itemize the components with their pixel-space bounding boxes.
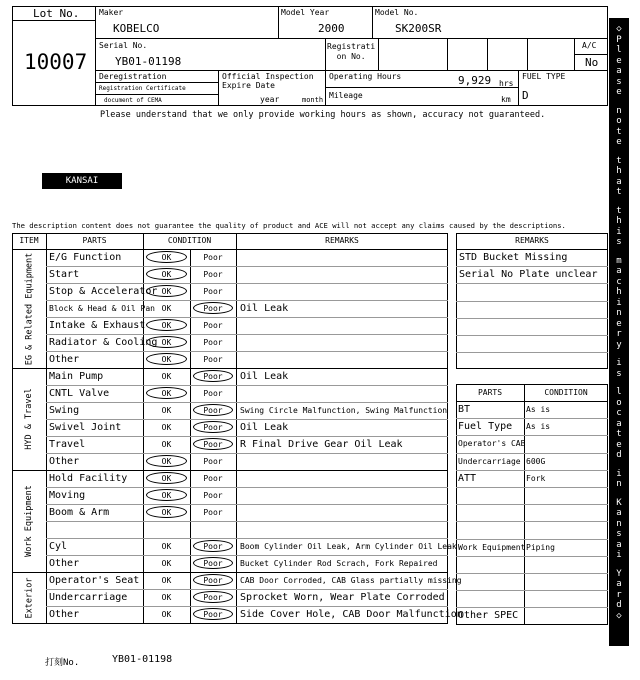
banner-char: e [616, 318, 622, 329]
banner-char: c [616, 276, 622, 287]
spec-parts-header: PARTS [477, 388, 503, 397]
model-no-value: SK200SR [395, 22, 442, 35]
banner-char: a [616, 539, 622, 550]
ok-option: OK [161, 253, 172, 262]
banner-char: a [616, 266, 622, 276]
mileage-label: Mileage [329, 91, 363, 100]
banner-char: n [616, 518, 622, 529]
poor-option: Poor [203, 474, 223, 483]
maker-label: Maker [99, 8, 124, 17]
poor-option: Poor [203, 491, 223, 500]
header-remarks: REMARKS [325, 236, 359, 245]
spec-condition: Fork [526, 473, 546, 483]
ok-option: OK [161, 542, 172, 551]
banner-char: r [616, 329, 622, 339]
ok-selected-circle [146, 387, 187, 399]
remarks-row-divider [456, 283, 608, 284]
banner-char [609, 490, 629, 498]
banner-char: t [616, 429, 622, 439]
ok-option: OK [161, 355, 172, 364]
banner-char [609, 379, 629, 387]
col-divider [236, 233, 237, 623]
header-condition: CONDITION [167, 236, 212, 245]
part-name: Block & Head & Oil Pan [49, 304, 155, 313]
header-parts: PARTS [82, 236, 107, 245]
ok-option: OK [161, 423, 172, 432]
banner-char: e [616, 87, 622, 97]
banner-char: Y [616, 568, 622, 579]
part-name: Other [49, 558, 80, 569]
poor-option: Poor [203, 542, 223, 551]
remarks-row-divider [456, 352, 608, 353]
poor-option: Poor [203, 372, 223, 381]
ok-option: OK [161, 372, 172, 381]
remarks-row-divider [456, 335, 608, 336]
spec-part: BT [458, 404, 471, 415]
model-year-label: Model Year [281, 8, 330, 17]
poor-selected-circle [193, 370, 233, 382]
poor-option: Poor [203, 389, 223, 398]
part-name: E/G Function [49, 252, 122, 263]
ok-selected-circle [146, 268, 187, 280]
banner-char: n [616, 479, 622, 489]
banner-char: h [616, 216, 622, 226]
hrs-unit: hrs [499, 79, 514, 88]
part-name: Radiator & Cooling [49, 337, 158, 348]
banner-char: o [616, 397, 622, 408]
lot-number: 10007 [24, 50, 88, 74]
banner-char: i [616, 468, 622, 479]
accuracy-notice: Please understand that we only provide working hours as shown, accuracy not guaranteed. [100, 110, 546, 120]
spec-row-divider [456, 590, 608, 591]
operating-hours-label: Operating Hours [329, 72, 402, 81]
banner-char: t [616, 187, 622, 197]
ok-selected-circle [146, 285, 187, 297]
ok-option: OK [161, 508, 172, 517]
spec-part: Operator's CAB [458, 439, 526, 449]
banner-char [609, 198, 629, 206]
banner-char: h [616, 166, 622, 176]
remark-text: Swing Circle Malfunction, Swing Malfunction [240, 406, 448, 415]
part-name: Main Pump [49, 371, 104, 382]
group-label: EG & Related Equipment [24, 252, 34, 365]
inspection-label: Official Inspection Expire Date [222, 72, 314, 90]
serial-label: Serial No. [99, 41, 148, 50]
spec-part: ATT [458, 472, 477, 484]
banner-char: ◇ [616, 610, 622, 621]
model-no-label: Model No. [375, 8, 419, 17]
ok-option: OK [161, 304, 172, 313]
row-divider [46, 453, 448, 454]
disclaimer: The description content does not guarantee the quality of product and ACE will not accept any claims caused by the descriptions. [12, 221, 566, 230]
banner-char: e [616, 55, 622, 66]
remarks-item: Serial No Plate unclear [459, 269, 598, 281]
banner-char: t [616, 155, 622, 166]
poor-option: Poor [203, 508, 223, 517]
banner-char: i [616, 358, 622, 368]
banner-char: l [616, 45, 622, 55]
banner-char: n [616, 308, 622, 318]
banner-char: i [616, 226, 622, 237]
ok-selected-circle [146, 455, 187, 467]
part-name: Boom & Arm [49, 507, 110, 518]
col-divider [46, 233, 47, 623]
ok-option: OK [161, 440, 172, 449]
spec-row-divider [456, 573, 608, 574]
ok-option: OK [161, 287, 172, 296]
part-name: CNTL Valve [49, 388, 110, 399]
operating-hours-value: 9,929 [458, 74, 492, 87]
banner-char: d [616, 600, 622, 610]
remark-text: Side Cover Hole, CAB Door Malfunction [240, 609, 463, 620]
remark-text: CAB Door Corroded, CAB Glass partially missing [240, 576, 462, 585]
banner-char: m [616, 255, 622, 266]
banner-char: r [616, 589, 622, 600]
poor-selected-circle [193, 591, 233, 603]
banner-char: h [616, 287, 622, 297]
spec-row-divider [456, 556, 608, 557]
poor-option: Poor [203, 287, 223, 296]
ok-option: OK [161, 270, 172, 279]
spec-part: Fuel Type [458, 421, 513, 433]
reg-cert-label: Registration Certificate [99, 85, 186, 92]
part-name: Cyl [49, 541, 68, 552]
part-name: Hold Facility [49, 473, 128, 484]
ac-label: A/C [582, 41, 597, 50]
part-name: Swivel Joint [49, 422, 122, 433]
poor-selected-circle [193, 421, 233, 433]
banner-char: e [616, 439, 622, 450]
lot-label: Lot No. [33, 7, 80, 20]
poor-selected-circle [193, 574, 233, 586]
spec-condition: Piping [526, 542, 555, 552]
spec-condition: As is [526, 405, 551, 414]
group-label: Exterior [24, 577, 34, 618]
poor-selected-circle [193, 404, 233, 416]
banner-char [609, 461, 629, 469]
part-name: Operator's Seat [49, 575, 140, 586]
remark-text: Boom Cylinder Oil Leak, Arm Cylinder Oil Leak [240, 542, 457, 551]
year-label: year [260, 95, 280, 104]
banner-char [609, 98, 629, 106]
maker-value: KOBELCO [113, 22, 160, 35]
header-item: ITEM [19, 236, 39, 245]
banner-char: ◇ [616, 24, 622, 34]
ok-option: OK [161, 338, 172, 347]
poor-option: Poor [203, 253, 223, 262]
remark-text: Oil Leak [240, 371, 289, 382]
banner-char: a [616, 66, 622, 76]
month-label: month [302, 96, 324, 104]
spec-condition: 600G [526, 456, 546, 466]
banner-char: i [616, 550, 622, 560]
poor-option: Poor [203, 270, 223, 279]
banner-char: a [616, 579, 622, 589]
banner-char: o [616, 116, 622, 126]
part-name: Other [49, 609, 80, 620]
banner-char: a [616, 418, 622, 429]
poor-selected-circle [193, 557, 233, 569]
banner-char [609, 248, 629, 256]
poor-option: Poor [203, 576, 223, 585]
part-name: Travel [49, 439, 86, 450]
banner-char: K [616, 497, 622, 508]
ok-selected-circle [146, 336, 187, 348]
spec-condition: As is [526, 422, 551, 432]
spec-row-divider [456, 487, 608, 488]
ok-option: OK [161, 610, 172, 619]
poor-option: Poor [203, 610, 223, 619]
registration-label: Registrati on No. [327, 42, 376, 61]
banner-char [609, 148, 629, 156]
cema-label: document of CEMA [104, 97, 162, 104]
spec-part: Work Equipment [458, 542, 526, 552]
ok-selected-circle [146, 251, 187, 263]
ok-option: OK [161, 389, 172, 398]
banner-char: s [616, 237, 622, 247]
remark-text: Sprocket Worn, Wear Plate Corroded [240, 592, 445, 603]
fuel-type-value: D [522, 89, 529, 102]
part-name: Swing [49, 405, 80, 416]
serial-value: YB01-01198 [115, 55, 182, 68]
banner-char [609, 350, 629, 358]
ok-option: OK [161, 491, 172, 500]
spec-part: Other SPEC [458, 610, 519, 622]
part-name: Start [49, 269, 80, 280]
poor-selected-circle [193, 540, 233, 552]
poor-option: Poor [203, 457, 223, 466]
ok-option: OK [161, 576, 172, 585]
banner-char: a [616, 508, 622, 518]
part-name: Other [49, 456, 80, 467]
poor-option: Poor [203, 406, 223, 415]
ok-option: OK [161, 559, 172, 568]
row-divider [46, 351, 448, 352]
banner-char: t [616, 205, 622, 216]
spec-row-divider [456, 504, 608, 505]
banner-char: s [616, 529, 622, 539]
banner-char: a [616, 176, 622, 187]
group-label: HYD & Travel [24, 388, 34, 450]
banner-char [609, 561, 629, 569]
remarks-row-divider [456, 301, 608, 302]
banner-char: i [616, 297, 622, 308]
ok-selected-circle [146, 472, 187, 484]
poor-option: Poor [203, 559, 223, 568]
remarks-row-divider [456, 318, 608, 319]
row-divider [46, 266, 448, 267]
ok-option: OK [161, 593, 172, 602]
row-divider [46, 487, 448, 488]
poor-selected-circle [193, 438, 233, 450]
stamp-value: YB01-01198 [112, 654, 173, 665]
poor-selected-circle [193, 608, 233, 620]
ok-option: OK [161, 321, 172, 330]
banner-char: e [616, 137, 622, 147]
banner-char: l [616, 387, 622, 397]
ok-selected-circle [146, 506, 187, 518]
poor-option: Poor [203, 423, 223, 432]
banner-char: d [616, 450, 622, 460]
ok-selected-circle [146, 319, 187, 331]
poor-option: Poor [203, 440, 223, 449]
part-name: Moving [49, 490, 86, 501]
spec-condition-header: CONDITION [544, 388, 588, 397]
part-name: Other [49, 354, 80, 365]
km-unit: km [501, 95, 511, 104]
poor-option: Poor [203, 338, 223, 347]
banner-char: y [616, 339, 622, 350]
poor-selected-circle [193, 302, 233, 314]
model-year-value: 2000 [318, 22, 345, 35]
banner-char: s [616, 368, 622, 379]
region-badge: KANSAI [42, 173, 122, 189]
remark-text: R Final Drive Gear Oil Leak [240, 439, 403, 450]
remark-text: Oil Leak [240, 303, 289, 314]
poor-option: Poor [203, 593, 223, 602]
ok-option: OK [161, 406, 172, 415]
remark-text: Bucket Cylinder Rod Scrach, Fork Repaired [240, 559, 438, 568]
deregistration-label: Deregistration [99, 72, 167, 81]
ok-selected-circle [146, 489, 187, 501]
row-divider [46, 521, 448, 522]
group-label: Work Equipment [24, 485, 34, 557]
remarks-header: REMARKS [515, 236, 549, 245]
banner-char: n [616, 105, 622, 116]
spec-row-divider [456, 521, 608, 522]
part-name: Intake & Exhaust [49, 320, 146, 331]
poor-option: Poor [203, 355, 223, 364]
banner-char: P [616, 34, 622, 45]
spec-part: Undercarriage [458, 456, 521, 466]
remark-text: Oil Leak [240, 422, 289, 433]
poor-option: Poor [203, 304, 223, 313]
banner-char: c [616, 408, 622, 418]
banner-char: s [616, 76, 622, 87]
part-name: Stop & Accelerator [49, 286, 158, 297]
ac-value: No [585, 56, 599, 69]
part-name: Undercarriage [49, 592, 128, 603]
ok-selected-circle [146, 353, 187, 365]
banner-char: t [616, 126, 622, 137]
ok-option: OK [161, 457, 172, 466]
location-banner [609, 18, 629, 646]
stamp-label: 打刻No. [45, 658, 80, 668]
poor-option: Poor [203, 321, 223, 330]
remarks-item: STD Bucket Missing [459, 252, 568, 263]
ok-option: OK [161, 474, 172, 483]
fuel-type-label: FUEL TYPE [522, 72, 566, 81]
